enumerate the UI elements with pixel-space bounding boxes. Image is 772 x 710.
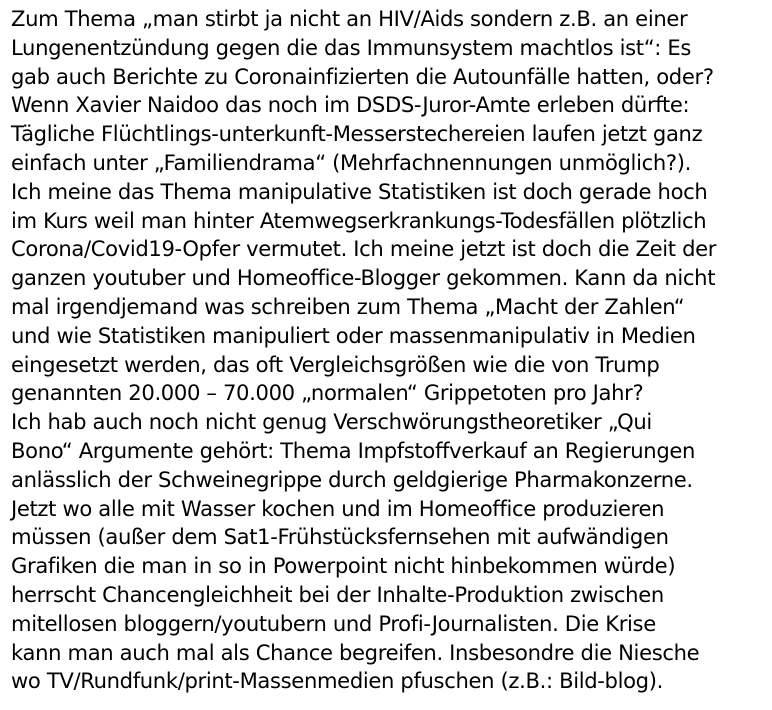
text-line: Ich meine das Thema manipulative Statistiken ist doch gerade hoch bbox=[11, 178, 708, 204]
text-line: ganzen youtuber und Homeoffice-Blogger gekommen. Kann da nicht bbox=[11, 265, 716, 291]
text-line: Wenn Xavier Naidoo das noch im DSDS-Juror-Amte erleben dürfte: bbox=[11, 92, 690, 118]
text-line: Grafiken die man in so in Powerpoint nicht hinbekommen würde) bbox=[11, 553, 676, 579]
text-line: wo TV/Rundfunk/print-Massenmedien pfuschen (z.B.: Bild-blog). bbox=[11, 668, 663, 694]
text-line: Tägliche Flüchtlings-unterkunft-Messerstechereien laufen jetzt ganz bbox=[11, 121, 703, 147]
text-line: genannten 20.000 – 70.000 „normalen“ Grippetoten pro Jahr? bbox=[11, 380, 644, 406]
text-line: Jetzt wo alle mit Wasser kochen und im Homeoffice produzieren bbox=[11, 495, 665, 521]
text-line: anlässlich der Schweinegrippe durch geldgierige Pharmakonzerne. bbox=[11, 466, 693, 492]
text-line: mitellosen bloggern/youtubern und Profi-Journalisten. Die Krise bbox=[11, 610, 656, 636]
text-line: im Kurs weil man hinter Atemwegserkrankungs-Todesfällen plötzlich bbox=[11, 207, 707, 233]
text-line: mal irgendjemand was schreiben zum Thema „Macht der Zahlen“ bbox=[11, 293, 685, 319]
text-line: einfach unter „Familiendrama“ (Mehrfachnennungen unmöglich?). bbox=[11, 149, 691, 175]
text-line: Ich hab auch noch nicht genug Verschwörungstheoretiker „Qui bbox=[11, 409, 652, 435]
text-line: Bono“ Argumente gehört: Thema Impfstoffverkauf an Regierungen bbox=[11, 437, 696, 463]
text-line: und wie Statistiken manipuliert oder massenmanipulativ in Medien bbox=[11, 322, 696, 348]
text-line: eingesetzt werden, das oft Vergleichsgrößen wie die von Trump bbox=[11, 351, 660, 377]
text-line: kann man auch mal als Chance begreifen. Insbesondre die Niesche bbox=[11, 639, 700, 665]
text-block bbox=[11, 5, 771, 696]
text-line: Lungenentzündung gegen die das Immunsystem machtlos ist“: Es bbox=[11, 34, 692, 60]
text-line: herrscht Chancengleichheit bei der Inhalte-Produktion zwischen bbox=[11, 581, 664, 607]
text-line: müssen (außer dem Sat1-Frühstücksfernsehen mit aufwändigen bbox=[11, 524, 669, 550]
text-line: Zum Thema „man stirbt ja nicht an HIV/Aids sondern z.B. an einer bbox=[11, 6, 688, 31]
text-line: gab auch Berichte zu Coronainfizierten die Autounfälle hatten, oder? bbox=[11, 63, 714, 89]
text-line: Corona/Covid19-Opfer vermutet. Ich meine jetzt ist doch die Zeit der bbox=[11, 236, 717, 262]
